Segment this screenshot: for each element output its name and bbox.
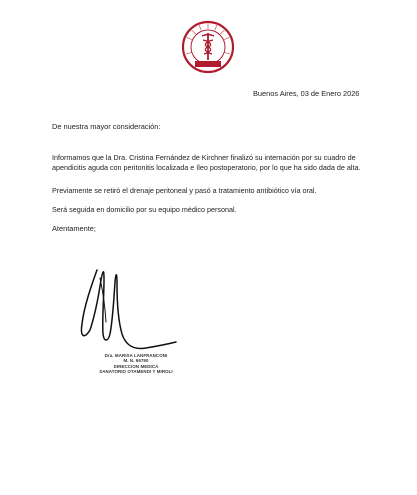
- handwritten-signature: [70, 262, 180, 362]
- stamp-institution: SANATORIO OTAMENDI Y MIROLI: [99, 369, 173, 375]
- letter-date: Buenos Aires, 03 de Enero 2026: [253, 89, 360, 98]
- stamp-license-number: M. N. 66790: [123, 358, 149, 364]
- letter-greeting: De nuestra mayor consideración:: [52, 122, 161, 131]
- letter-paragraph-followup: Será seguida en domicilio por su equipo médico personal.: [52, 205, 237, 214]
- clinic-seal-logo: [181, 20, 235, 74]
- stamp-department: DIRECCION MEDICA: [113, 363, 159, 369]
- letter-closing: Atentamente;: [52, 224, 96, 233]
- letter-paragraph-treatment: Previamente se retiró el drenaje peritoneal y pasó a tratamiento antibiótico vía oral.: [52, 186, 317, 195]
- doctor-stamp: [98, 353, 174, 375]
- stamp-doctor-name: Dra. MARISA LANFRANCONI: [104, 353, 168, 358]
- letter-paragraph-discharge: Informamos que la Dra. Cristina Fernández de Kirchner finalizó su internación por su cuadro de apendicitis aguda con peritonitis localizada e íleo postoperatorio, por lo que ha sido dada de alta.: [52, 153, 361, 173]
